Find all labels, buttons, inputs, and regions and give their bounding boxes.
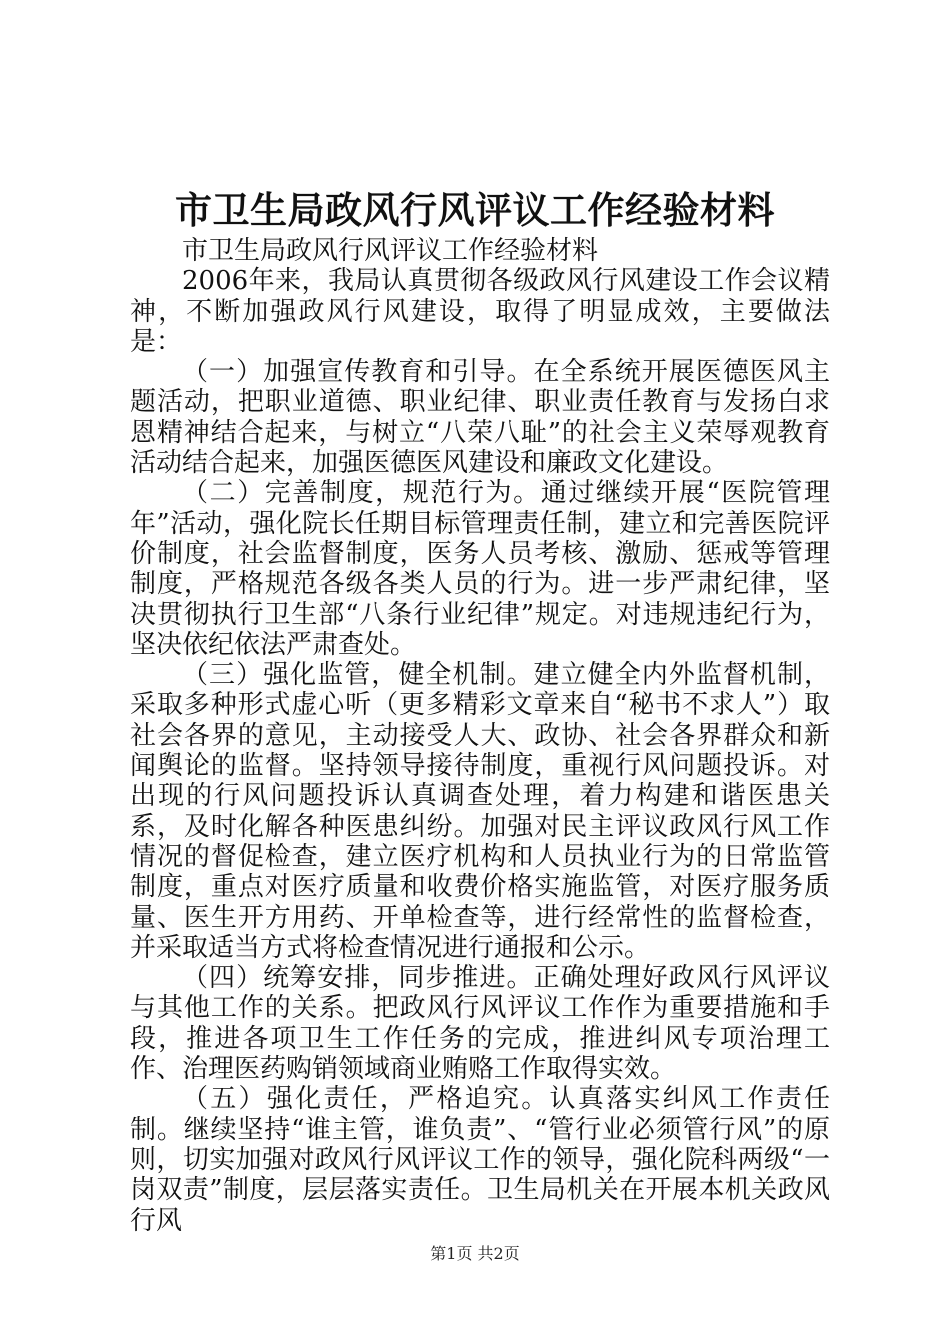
- paragraph-intro: 2006年来，我局认真贯彻各级政风行风建设工作会议精神，不断加强政风行风建设，取得了明显成效，主要做法是：: [130, 266, 830, 357]
- page-footer: 第1页 共2页: [430, 1244, 520, 1263]
- document-body: [130, 236, 830, 1236]
- paragraph-section-4: （四）统筹安排，同步推进。正确处理好政风行风评议与其他工作的关系。把政风行风评议工作作为重要措施和手段，推进各项卫生工作任务的完成，推进纠风专项治理工作、治理医药购销领域商业贿赂工作取得实效。: [130, 963, 830, 1085]
- document-title: 市卫生局政风行风评议工作经验材料: [175, 188, 775, 232]
- paragraph-section-2: （二）完善制度，规范行为。通过继续开展“医院管理年”活动，强化院长任期目标管理责任制，建立和完善医院评价制度，社会监督制度，医务人员考核、激励、惩戒等管理制度，严格规范各级各类人员的行为。进一步严肃纪律，坚决贯彻执行卫生部“八条行业纪律”规定。对违规违纪行为，坚决依纪依法严肃查处。: [130, 478, 830, 660]
- paragraph-section-5: （五）强化责任，严格追究。认真落实纠风工作责任制。继续坚持“谁主管，谁负责”、“管行业必须管行风”的原则，切实加强对政风行风评议工作的领导，强化院科两级“一岗双责”制度，层层落实责任。卫生局机关在开展本机关政风行风: [130, 1084, 830, 1236]
- paragraph-section-3: （三）强化监管，健全机制。建立健全内外监督机制，采取多种形式虚心听（更多精彩文章来自“秘书不求人”）取社会各界的意见，主动接受人大、政协、社会各界群众和新闻舆论的监督。坚持领导接待制度，重视行风问题投诉。对出现的行风问题投诉认真调查处理，着力构建和谐医患关系，及时化解各种医患纠纷。加强对民主评议政风行风工作情况的督促检查，建立医疗机构和人员执业行为的日常监管制度，重点对医疗质量和收费价格实施监管，对医疗服务质量、医生开方用药、开单检查等，进行经常性的监督检查，并采取适当方式将检查情况进行通报和公示。: [130, 660, 830, 963]
- paragraph-section-1: （一）加强宣传教育和引导。在全系统开展医德医风主题活动，把职业道德、职业纪律、职业责任教育与发扬白求恩精神结合起来，与树立“八荣八耻”的社会主义荣辱观教育活动结合起来，加强医德医风建设和廉政文化建设。: [130, 357, 830, 479]
- paragraph-subtitle: 市卫生局政风行风评议工作经验材料: [182, 236, 599, 266]
